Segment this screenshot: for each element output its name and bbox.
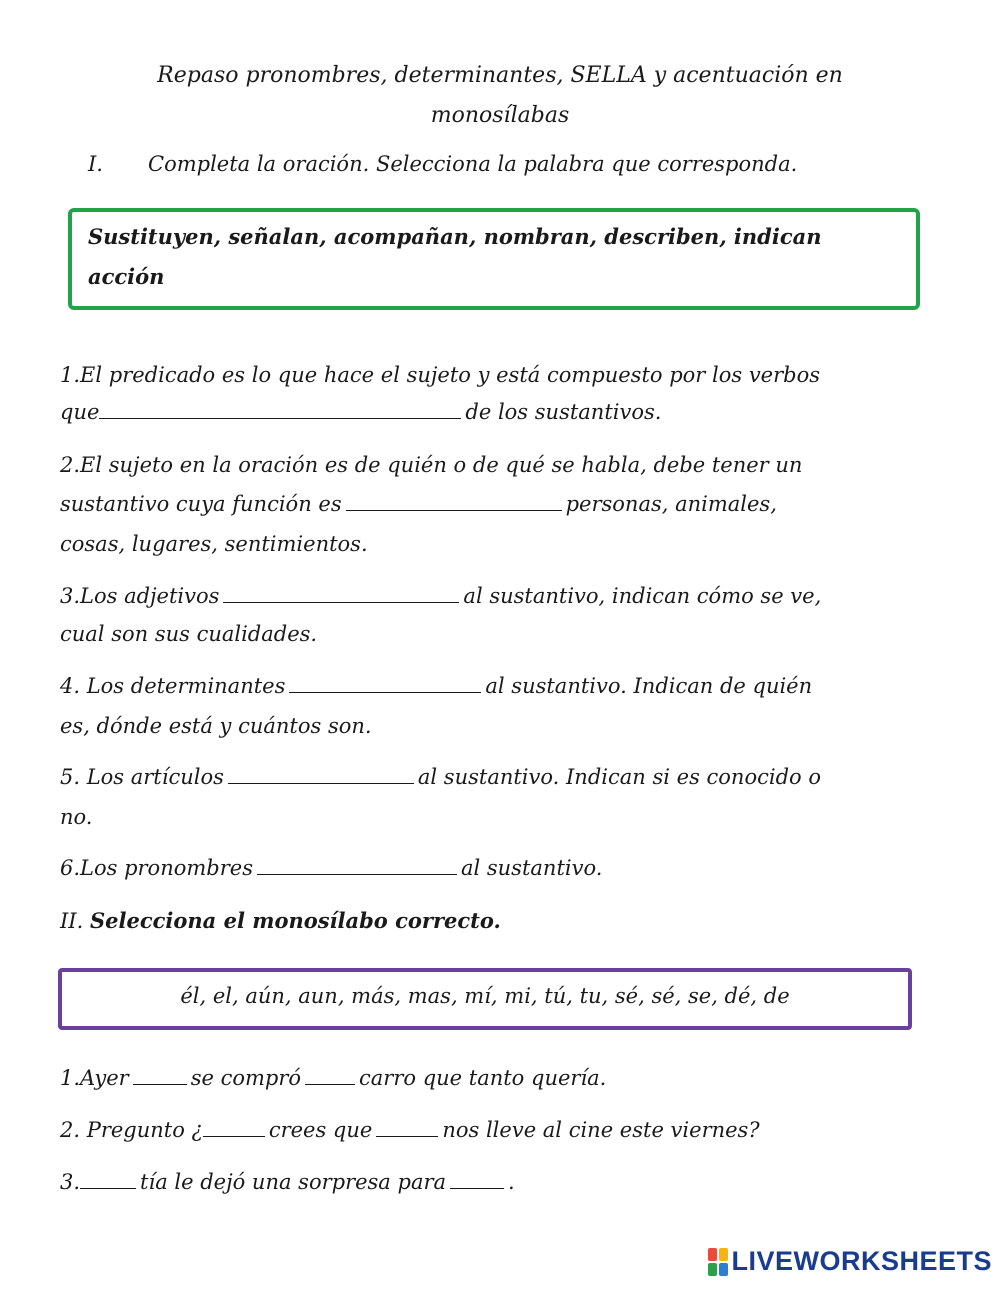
liveworksheets-logo (708, 1246, 992, 1277)
monosyllable-question-1 (60, 1066, 606, 1090)
page-title-continued: monosílabas (430, 103, 570, 128)
question-3-text-a: 3.Los adjetivos (60, 584, 220, 608)
answer-blank-2[interactable] (346, 492, 562, 511)
answer-blank-4[interactable] (289, 674, 481, 693)
mq2-blank-1[interactable] (203, 1118, 265, 1137)
question-4-text-b: al sustantivo. Indican de quién (485, 674, 813, 698)
word-bank-text-continued: acción (88, 264, 165, 289)
mq1-blank-1[interactable] (133, 1066, 187, 1085)
monosyllable-bank-text: él, el, aún, aun, más, mas, mí, mi, tú, tu, sé, sé, se, dé, de (180, 984, 790, 1008)
section1-instruction: Completa la oración. Selecciona la palabra que corresponda. (148, 152, 798, 176)
mq3-text-c: . (508, 1170, 515, 1194)
answer-blank-3[interactable] (223, 584, 459, 603)
mq2-text-b: crees que (268, 1118, 373, 1142)
section2-heading (60, 908, 501, 933)
question-5-text-a: 5. Los artículos (60, 765, 224, 789)
section2-instruction: Selecciona el monosílabo correcto. (89, 908, 501, 933)
mq3-text-b: tía le dejó una sorpresa para (140, 1170, 447, 1194)
question-1-text-b: de los sustantivos. (465, 400, 662, 424)
mq2-blank-2[interactable] (376, 1118, 438, 1137)
question-1-line2 (60, 400, 661, 424)
answer-blank-1[interactable] (99, 400, 461, 419)
answer-blank-6[interactable] (257, 856, 457, 875)
mq2-text-a: 2. Pregunto ¿ (60, 1118, 203, 1142)
question-6-line1 (60, 856, 602, 880)
word-bank-text: Sustituyen, señalan, acompañan, nombran, describen, indican (88, 224, 822, 249)
mq1-text-b: se compró (190, 1066, 302, 1090)
question-3-text-b: al sustantivo, indican cómo se ve, (463, 584, 822, 608)
logo-text: LIVEWORKSHEETS (731, 1246, 992, 1276)
question-6-text-a: 6.Los pronombres (60, 856, 253, 880)
question-6-text-b: al sustantivo. (460, 856, 603, 880)
mq1-blank-2[interactable] (305, 1066, 355, 1085)
question-5-text-b: al sustantivo. Indican si es conocido o (417, 765, 821, 789)
question-4-line2: es, dónde está y cuántos son. (60, 714, 372, 738)
question-5-line2: no. (60, 805, 93, 829)
question-4-line1 (60, 674, 812, 698)
section1-number: I. (88, 152, 103, 176)
monosyllable-question-3 (60, 1170, 515, 1194)
question-2-line1: 2.El sujeto en la oración es de quién o de qué se habla, debe tener un (60, 453, 803, 477)
question-2-text-a: sustantivo cuya función es (60, 492, 342, 516)
question-4-text-a: 4. Los determinantes (60, 674, 286, 698)
question-2-text-b: personas, animales, (565, 492, 777, 516)
monosyllable-question-2 (60, 1118, 760, 1142)
question-3-line1 (60, 584, 821, 608)
question-3-line2: cual son sus cualidades. (60, 622, 318, 646)
logo-icon (708, 1248, 728, 1276)
question-2-line3: cosas, lugares, sentimientos. (60, 532, 368, 556)
question-5-line1 (60, 765, 821, 789)
page-title: Repaso pronombres, determinantes, SELLA y acentuación en (157, 63, 843, 88)
mq1-text-c: carro que tanto quería. (359, 1066, 607, 1090)
mq3-blank-2[interactable] (450, 1170, 504, 1189)
question-1-line1: 1.El predicado es lo que hace el sujeto y está compuesto por los verbos (60, 363, 821, 387)
answer-blank-5[interactable] (228, 765, 414, 784)
mq2-text-c: nos lleve al cine este viernes? (442, 1118, 760, 1142)
mq1-text-a: 1.Ayer (60, 1066, 129, 1090)
mq3-blank-1[interactable] (80, 1170, 136, 1189)
question-2-line2 (60, 492, 777, 516)
section2-number: II. (60, 909, 84, 933)
mq3-text-a: 3. (60, 1170, 81, 1194)
question-1-text-a: que (60, 400, 100, 424)
